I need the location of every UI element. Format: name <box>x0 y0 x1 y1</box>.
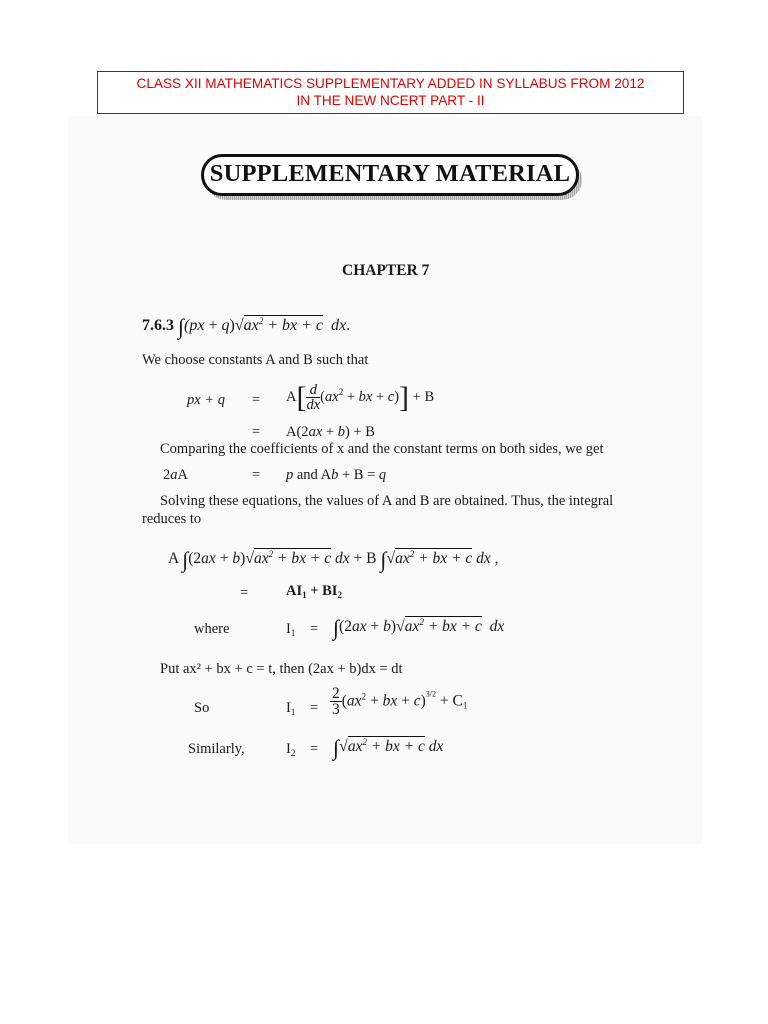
eq-I2-symbol: $I_2$ <box>286 741 296 758</box>
eq-equals-2: = <box>252 424 261 440</box>
eq-I1-result: $\frac{2}{3}$ ($ax^2$ + bx + $c)^{3/2} + C_1$ <box>332 685 468 718</box>
eq-equals-3: = <box>252 467 261 483</box>
eq-I1-symbol-2: $I_1$ <box>286 700 296 717</box>
banner-title: SUPPLEMENTARY MATERIAL <box>209 160 571 187</box>
eq-p-and-Ab: p and Ab + B = q <box>286 467 387 483</box>
text-where: where <box>194 621 230 637</box>
eq-equals-1: = <box>252 392 261 408</box>
header-line-2: IN THE NEW NCERT PART - II <box>296 93 485 108</box>
eq-equals-6: = <box>310 700 319 716</box>
eq-reduced-integral: A $\int(2ax + b)√ax^2$ + bx + c dx + B $\int√ax^2$ + bx + c dx , <box>168 547 499 572</box>
text-similarly: Similarly, <box>188 741 245 757</box>
eq-derivative-expression: A[ $\frac{d}{dx}$ ($ax^2$ + bx + c)] + B <box>286 381 435 414</box>
eq-I1-symbol: $I_1$ <box>286 621 296 638</box>
eq-lhs-pxq: px + q <box>187 392 225 408</box>
eq-I2-integral: $\int√ax^2$ + bx + c dx <box>333 735 444 760</box>
eq-equals-5: = <box>310 621 319 637</box>
text-solving-2: reduces to <box>142 511 202 527</box>
eq-I1-integral: $\int(2ax + b)√ax^2$ + bx + c dx <box>333 615 505 640</box>
document-header <box>97 71 684 114</box>
eq-equals-4: = <box>240 585 249 601</box>
eq-a2axb: A(2ax + b) + B <box>286 424 375 440</box>
eq-AI1-BI2: $AI_1 + BI_2$ <box>286 583 342 600</box>
text-put: Put ax² + bx + c = t, then (2ax + b)dx = dt <box>160 661 403 677</box>
header-line-1: CLASS XII MATHEMATICS SUPPLEMENTARY ADDED IN SYLLABUS FROM 2012 <box>136 76 645 91</box>
text-so: So <box>194 700 210 716</box>
chapter-title: CHAPTER 7 <box>342 262 430 279</box>
text-choose-constants: We choose constants A and B such that <box>142 352 369 368</box>
section-heading: 7.6.3 $\int(px + q)√ax^2$ + bx + c dx. <box>142 314 351 339</box>
eq-equals-7: = <box>310 741 319 757</box>
eq-2aA: 2aA <box>163 467 188 483</box>
text-solving-1: Solving these equations, the values of A and B are obtained. Thus, the integral <box>160 493 614 509</box>
section-number: 7.6.3 <box>142 317 174 334</box>
text-comparing: Comparing the coefficients of x and the constant terms on both sides, we get <box>160 441 604 457</box>
